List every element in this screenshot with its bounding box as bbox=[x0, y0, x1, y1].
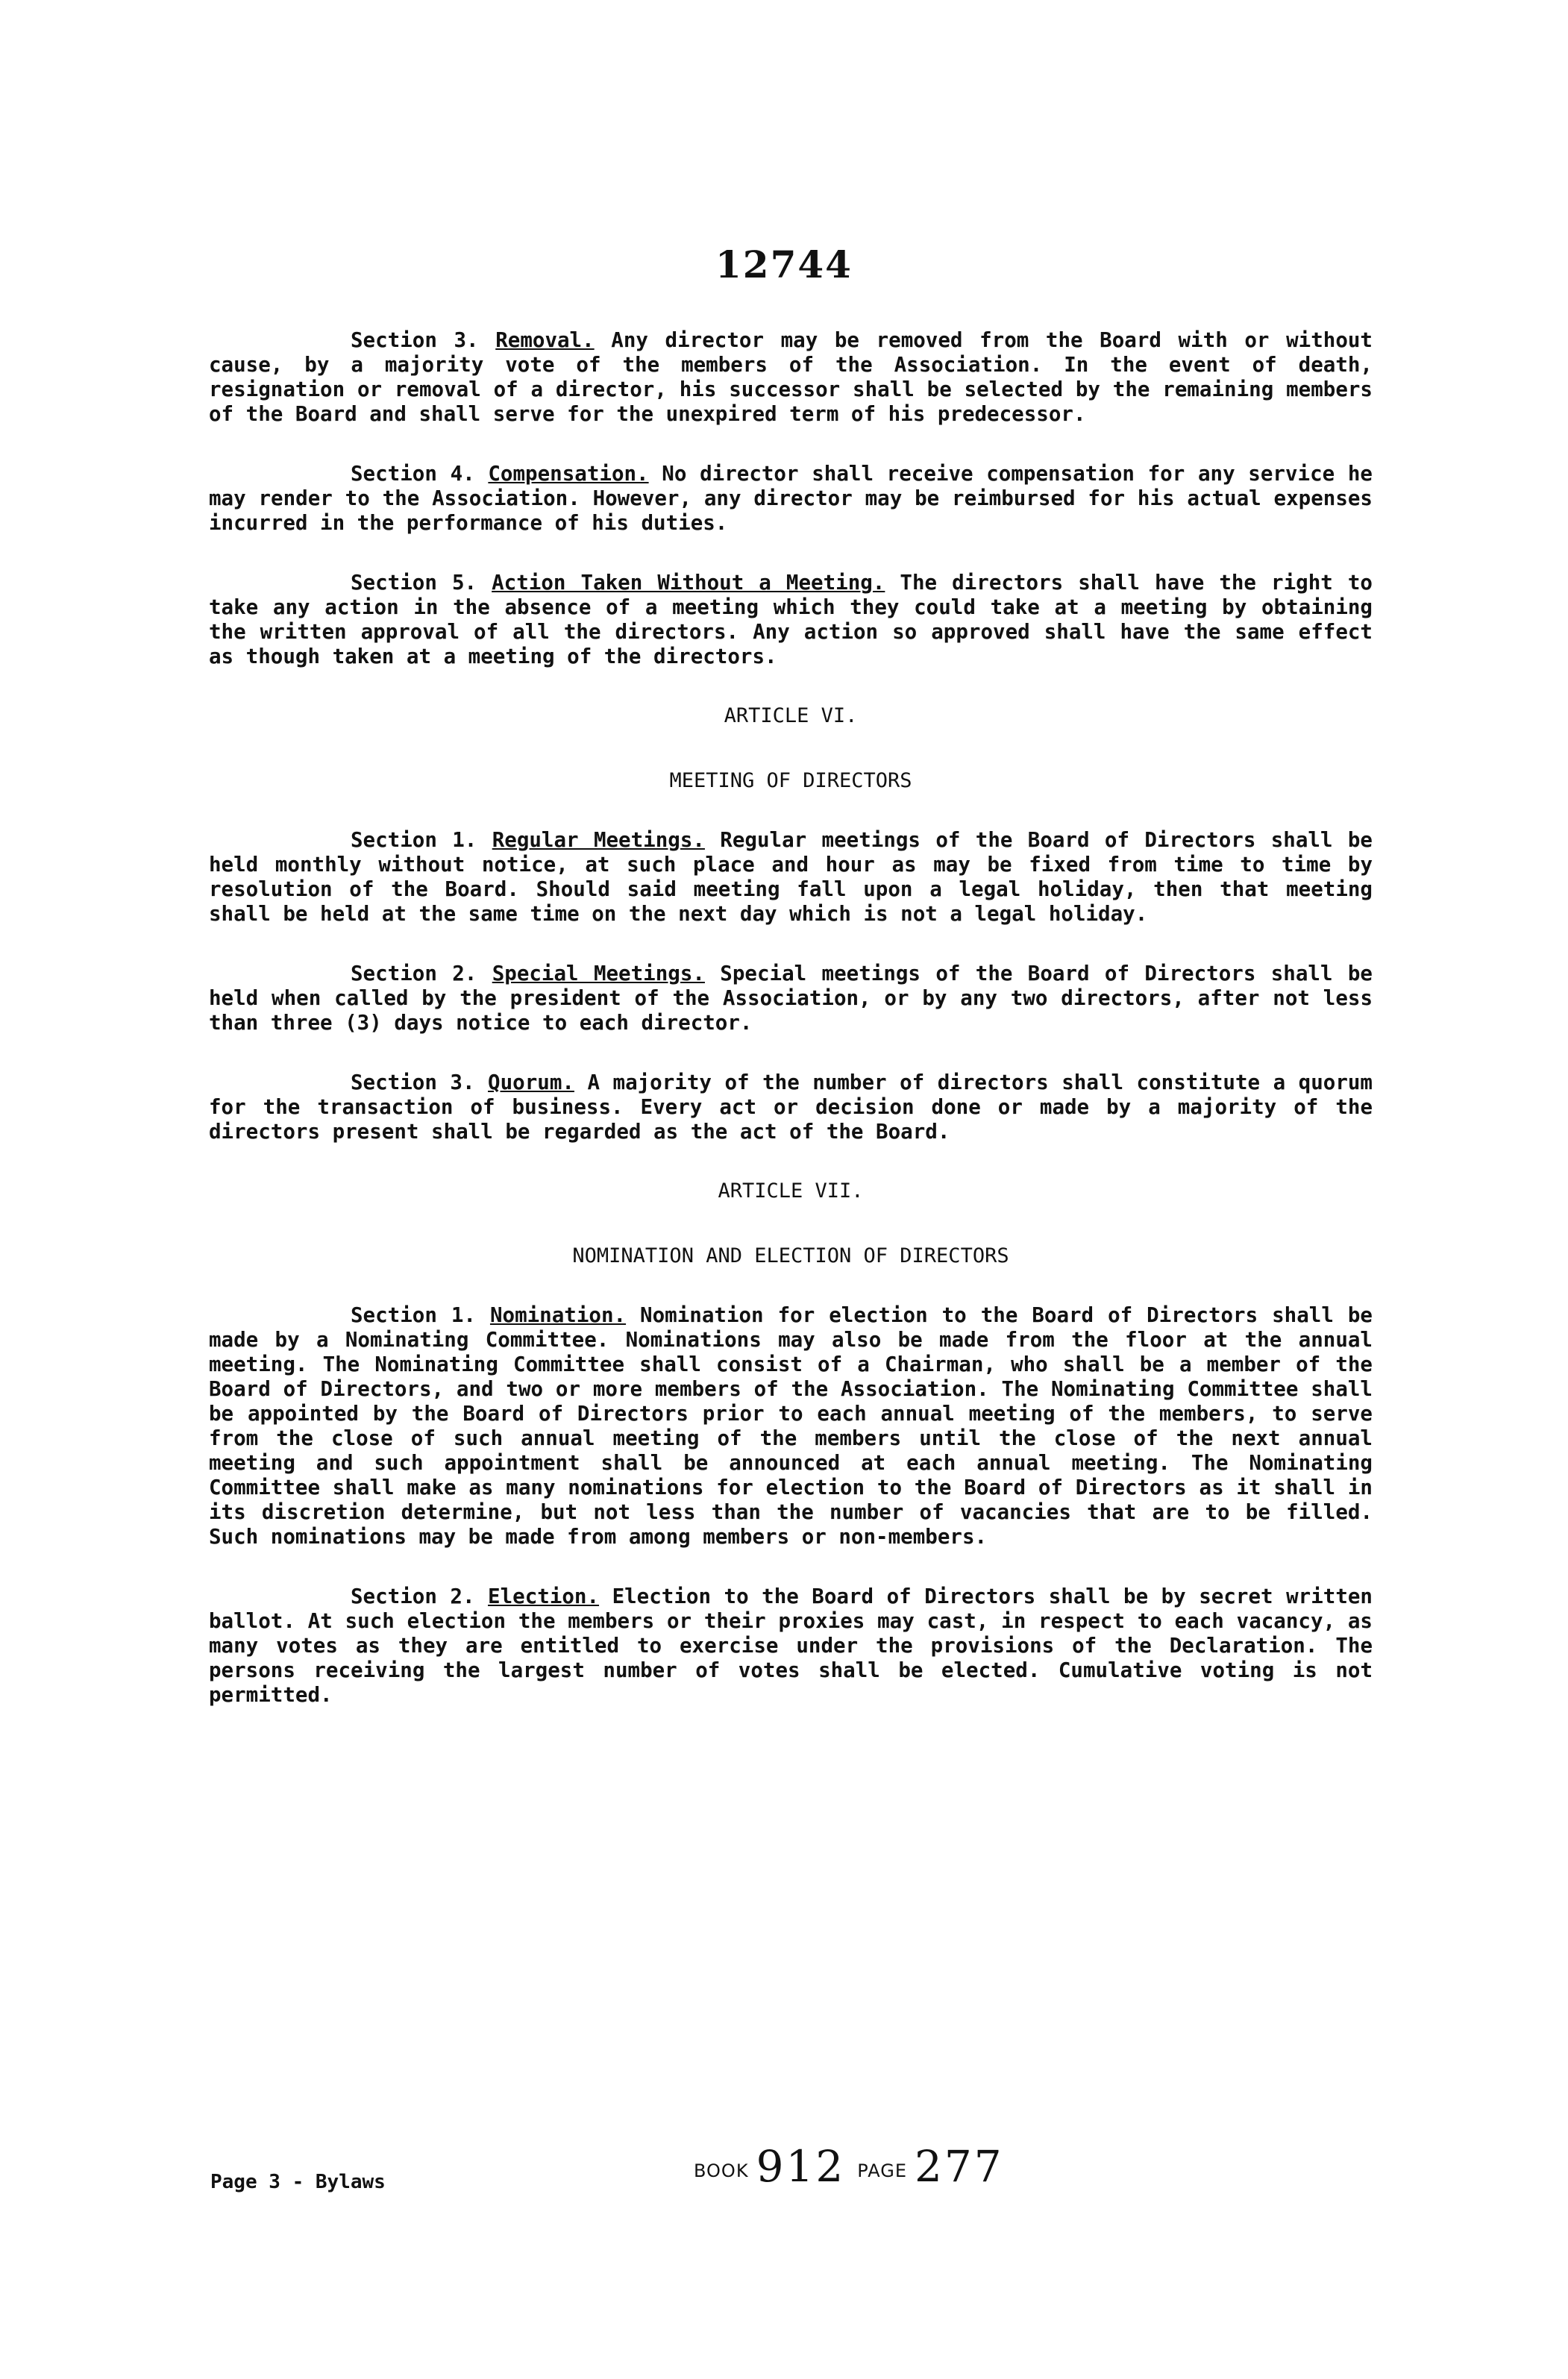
section-title: Removal. bbox=[495, 328, 595, 352]
document-number: 12744 bbox=[715, 242, 853, 286]
section-title: Action Taken Without a Meeting. bbox=[492, 571, 885, 595]
book-number: 912 bbox=[756, 2141, 846, 2192]
section-title: Compensation. bbox=[488, 462, 649, 486]
section-title: Nomination. bbox=[489, 1303, 627, 1327]
section-text: Election to the Board of Directors shall be by secret written ballot. At such election the members or their proxies may cast, in respect to each vacancy, as many votes as they are entitled to exercise under the provisions of the Declaration. The persons receiving the largest number of votes shall be elected. Cumulative voting is not permitted. bbox=[209, 1585, 1373, 1707]
section-regular-meetings bbox=[209, 828, 1373, 927]
section-text: The directors shall have the right to take any action in the absence of a meeting which they could take at a meeting by obtaining the written approval of all the directors. Any action so approved shall have the same effect as though taken at a meeting of the directors. bbox=[209, 571, 1373, 668]
section-text: Nomination for election to the Board of Directors shall be made by a Nominating Committee. Nominations may also be made from the floor at the annual meeting. The Nominating Committee shall consist of a Chairman, who shall be a member of the Board of Directors, and two or more members of the Association. The Nominating Committee shall be appointed by the Board of Directors prior to each annual meeting of the members, to serve from the close of such annual meeting of the members until the close of the next annual meeting and such appointment shall be announced at each annual meeting. The Nominating Committee shall make as many nominations for election to the Board of Directors as it shall in its discretion determine, but not less than the number of vacancies that are to be filled. Such nominations may be made from among members or non-members. bbox=[209, 1303, 1373, 1549]
section-removal bbox=[209, 328, 1373, 427]
article-heading: ARTICLE VII. bbox=[718, 1179, 864, 1203]
page-label: Page 3 - Bylaws bbox=[210, 2171, 386, 2193]
section-label: Section 3. bbox=[351, 328, 479, 352]
section-label: Section 3. bbox=[351, 1071, 475, 1094]
document-body bbox=[209, 328, 1373, 1708]
section-action-without-meeting bbox=[209, 571, 1373, 669]
section-text: No director shall receive compensation for any service he may render to the Association. However, any director may be reimbursed for his actual expenses incurred in the performance of his duties. bbox=[209, 462, 1373, 535]
page-word: PAGE bbox=[857, 2160, 907, 2181]
section-quorum bbox=[209, 1071, 1373, 1144]
section-title: Regular Meetings. bbox=[492, 828, 705, 852]
article-title: NOMINATION AND ELECTION OF DIRECTORS bbox=[572, 1244, 1009, 1267]
article-title: MEETING OF DIRECTORS bbox=[669, 769, 912, 792]
page-number: 277 bbox=[914, 2141, 1004, 2192]
section-title: Special Meetings. bbox=[492, 962, 705, 985]
section-label: Section 5. bbox=[351, 571, 477, 595]
section-special-meetings bbox=[209, 962, 1373, 1035]
section-label: Section 4. bbox=[351, 462, 475, 486]
section-label: Section 2. bbox=[351, 962, 477, 985]
section-nomination bbox=[209, 1303, 1373, 1549]
book-label: BOOK bbox=[694, 2160, 749, 2181]
section-compensation bbox=[209, 462, 1373, 536]
section-label: Section 1. bbox=[351, 1303, 476, 1327]
section-title: Quorum. bbox=[488, 1071, 574, 1094]
section-text: Any director may be removed from the Board with or without cause, by a majority vote of the members of the Association. In the event of death, resignation or removal of a director, his successor shall be selected by the remaining members of the Board and shall serve for the unexpired term of his predecessor. bbox=[209, 328, 1373, 426]
section-text: Special meetings of the Board of Directors shall be held when called by the president of the Association, or by any two directors, after not less than three (3) days notice to each director. bbox=[209, 962, 1373, 1035]
book-page-stamp bbox=[694, 2141, 1016, 2192]
section-text: Regular meetings of the Board of Directors shall be held monthly without notice, at such place and hour as may be fixed from time to time by resolution of the Board. Should said meeting fall upon a legal holiday, then that meeting shall be held at the same time on the next day which is not a legal holiday. bbox=[209, 828, 1373, 926]
article-heading: ARTICLE VI. bbox=[724, 704, 858, 727]
section-label: Section 2. bbox=[351, 1585, 475, 1608]
section-election bbox=[209, 1585, 1373, 1708]
section-label: Section 1. bbox=[351, 828, 477, 852]
section-title: Election. bbox=[488, 1585, 600, 1608]
section-text: A majority of the number of directors shall constitute a quorum for the transaction of business. Every act or decision done or made by a majority of the directors present shall be regarded as the act of the Board. bbox=[209, 1071, 1373, 1144]
